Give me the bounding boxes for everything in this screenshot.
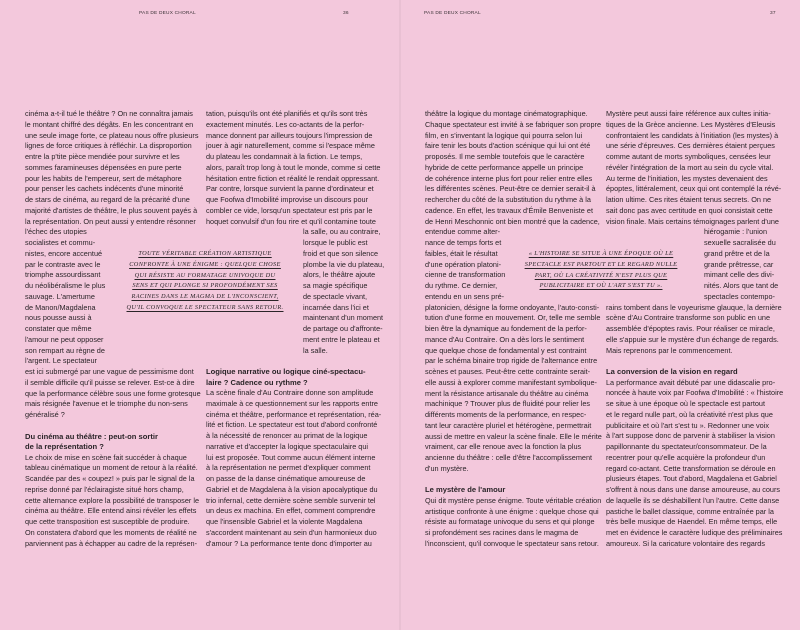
paragraph-scene-finale: La scène finale d'Au Contraire donne son amplitude maximale à ce questionnement sur les rapports entre cinéma et théâtre, performance et représentation, réa- lité et fiction. Le spectateur est tout d'abord confronté à la nécessité de renoncer au primat de la logique narrative et d'accepter la logique spectaculaire qui lui est proposée. Tout comme aucun élément interne à la représentation ne permet d'expliquer comment on passe de la danse cinématique amoureuse de Gabriel et de Magdalena à la vision apocalyptique du trio infernal, cette dernière scène semble survenir tel un deus ex machina. En effet, comment comprendre que l'insensible Gabriel et la violente Magdalena s'accordent maintenant au sein d'un harmonieux duo d'amour ? La performance tente donc d'importer au: [206, 388, 382, 548]
paragraph-conversion: La performance avait débuté par une didascalie pro- noncée à haute voix par Foofwa d'Imobilité : « l'histoire se situe à une époque où le spectacle est partout et le regard nulle part, où la créativité n'est plus que publicitaire et où l'art s'est tu ». Redonner une voix à l'art suppose donc de parvenir à stabiliser la vision papillonnante du spectateur/consommateur. De la recentrer pour qu'elle acquière la profondeur d'un regard co-actant. Cette transformation se déroule en plusieurs étapes. Tout d'abord, Magdalena et Gabriel s'offrent à nous dans une danse amoureuse, au cours de laquelle ils se déshabillent l'un l'autre. Cette danse pastiche le ballet classique, comme entraînée par la très belle musique de Haendel. En même temps, elle met en évidence le caractère ludique des préliminaires amoureux. Si la caricature volontaire des regards: [606, 377, 784, 548]
section-heading-mystere: Le mystère de l'amour: [425, 485, 506, 495]
paragraph-representation: tation, puisqu'ils ont été planifiés et qu'ils sont très exactement minutés. Les co-actants de la perfor- mance donnent par ailleurs toujours l'impression de jouer à agir naturellement, comme si l'espace même du plateau les condamnait à la fiction. Le temps, alors, paraît trop long à tout le monde, comme si cette hésitation entre fiction et réalité le rendait oppressant. Par contre, lorsque survient la panne d'ordinateur et que Foofwa d'Imobilité improvise un discours pour combler ce vide, lorsqu'un spectateur est pris par le hoquet convulsif d'un fou rire et qu'il contamine toute la salle, ou au contraire, lorsque le public est froid et que son silence plombe la vie du plateau, alors, le théâtre ajoute sa magie spécifique de spectacle vivant, incarnée dans l'ici et maintenant d'un moment de partage ou d'affronte- ment entre le plateau et la salle.: [206, 109, 385, 355]
pull-quote-right: « L'HISTOIRE SE SITUE À UNE ÉPOQUE OÙ LE SPECTACLE EST PARTOUT ET LE REGARD NULLE PART, OÙ LA CRÉATIVITÉ N'EST PLUS QUE PUBLICITAIRE ET OÙ L'ART S'EST TU ».: [524, 250, 678, 290]
section-heading-cinema-theatre: Du cinéma au théâtre : peut-on sortir de la représentation ?: [25, 431, 158, 451]
running-title-right: PAS DE DEUX CHORAL: [424, 11, 481, 16]
section-heading-logique-narrative: Logique narrative ou logique ciné-spectacu- laire ? Cadence ou rythme ?: [206, 367, 366, 387]
paragraph-intro: cinéma a-t-il tué le théâtre ? On ne connaîtra jamais le montant chiffré des dégâts. En les concentrant en une seule image forte, ce plateau nous offre plusieurs lignes de force critiques à réfléchir. La disproportion entre la p'tite pièce mendiée pour survivre et les sommes faramineuses dépensées en pure perte pour les habits de l'empereur, sert de métaphore pour penser les cachets indécents d'une minorité de stars de cinéma, au regard de la précarité d'une majorité d'artistes de théâtre, le plus souvent payés à la représentation. On peut aussi y entendre résonner l'échec des utopies socialistes et commu- nistes, encore accentué par le contraste avec le triomphe assourdissant du néolibéralisme le plus sauvage. L'amertume de Manon/Magdalena nous pousse aussi à constater que même l'amour ne peut opposer son rempart au règne de l'argent. Le spectateur est ici submergé par une vague de pessimisme dont il semble difficile qu'il puisse se relever. Est-ce à dire que la performance célèbre sous une forme grotesque mais résignée l'avenue et le triomphe du non-sens généralisé ?: [25, 109, 201, 419]
section-heading-conversion: La conversion de la vision en regard: [606, 367, 738, 376]
paragraph-eleusis: Mystère peut aussi faire référence aux cultes initia- tiques de la Grèce ancienne. Les Mystères d'Eleusis confrontaient les candidats à l'initiation (les mystes) à une série d'épreuves. Ces dernières étaient perçues comme autant de morts symboliques, censées leur révéler l'intégration de la mort au sein du cycle vital. Au terme de l'initiation, les mystes devenaient des époptes, littéralement, ceux qui ont contemplé la révé- lation ultime. Ces rites étaient tenus secrets. On ne sait donc pas avec certitude en quoi consistait cette vision finale. Mais certains témoignages parlent d'une hiérogamie : l'union sexuelle sacralisée du grand prêtre et de la grande prêtresse, car mimant celle des divi- nités. Alors que tant de spectacles contempo- rains tombent dans le voyeurisme glauque, la dernière scène d'Au Contraire transforme son public en une assemblée d'époptes ravis. Pour réaliser ce miracle, elle s'appuie sur le mystère d'un échange de regards. Mais reprenons par le commencement.: [606, 109, 782, 355]
text-column-1: [25, 109, 205, 549]
text-column-4: [606, 109, 786, 550]
page-number-left: 36: [343, 11, 349, 16]
paragraph-montage: théâtre la logique du montage cinématographique. Chaque spectateur est invité à se fabriquer son propre film, en s'inventant la logique qui pourra selon lui faire tenir les bouts d'action scénique qui lui ont été proposés. Il me semble toutefois que le caractère hybride de cette performance appelle un principe de cohérence interne plus fort pour relier entre elles les différentes scènes. Peut-être ce dernier serait-il à rechercher du côté de la substitution du rythme à la cadence. En effet, les travaux d'Émile Benveniste et de Henri Meschonnic ont bien montré que la cadence, entendue comme alter- nance de temps forts et faibles, était le résultat d'une opération platoni- cienne de transformation du rythme. Ce dernier, entendu en un sens pré- platonicien, désigne la forme ondoyante, l'auto-consti- tution d'une forme en mouvement. Or, telle me semble bien être la dynamique au fondement de la perfor- mance d'Au Contraire. On a dès lors le sentiment que quelque chose de fondamental y est contraint par le schéma binaire trop rigide de l'alternance entre scènes et pauses. Peut-être cette contrainte serait- elle aussi à explorer comme manifestant symbolique- ment la résistance artisanale du théâtre au cinéma machinique ? Trouver plus de fluidité pour relier les différents moments de la performance, en respec- tant leur caractère pluriel et hétérogène, permettrait aussi de mettre en valeur la scène finale. Elle le mérite vraiment, car elle renoue avec la fonction la plus ancienne du théâtre : celle d'être l'accomplissement d'un mystère.: [425, 109, 602, 473]
pull-quote-left: TOUTE VÉRITABLE CRÉATION ARTISTIQUE CONFRONTE À UNE ÉNIGME : QUELQUE CHOSE QUI RÉSISTE AU FORMATAGE UNIVOQUE DU SENS ET QUI PLONGE SI PROFONDÉMENT SES RACINES DANS LE MAGMA DE L'INCONSCIENT, QU'IL CONVOQUE LE SPECTATEUR SANS RETOUR.: [126, 250, 284, 311]
text-column-3: [425, 109, 605, 550]
running-title-left: PAS DE DEUX CHORAL: [139, 11, 196, 16]
text-column-2: [206, 109, 388, 549]
page-number-right: 37: [770, 11, 776, 16]
page-right: [400, 0, 800, 630]
paragraph-cinema-theatre: Le choix de mise en scène fait succéder à chaque tableau cinématique un moment de retour à la réalité. Scandée par des « coupez! » puis par le signal de la reprise donné par l'éclairagiste situé hors champ, cette alternance explore la possibilité de transposer le cinéma au théâtre. Elle entend ainsi révéler les effets que cette transposition est susceptible de produire. On constatera d'abord que les moments de réalité ne parviennent pas à échapper au cadre de la représen-: [25, 452, 200, 548]
paragraph-mystere: Qui dit mystère pense énigme. Toute véritable création artistique confronte à une énigme : quelque chose qui résiste au formatage univoque du sens et qui plonge si profondément ses racines dans le magma de l'inconscient, qu'il convoque le spectateur sans retour.: [425, 495, 602, 548]
